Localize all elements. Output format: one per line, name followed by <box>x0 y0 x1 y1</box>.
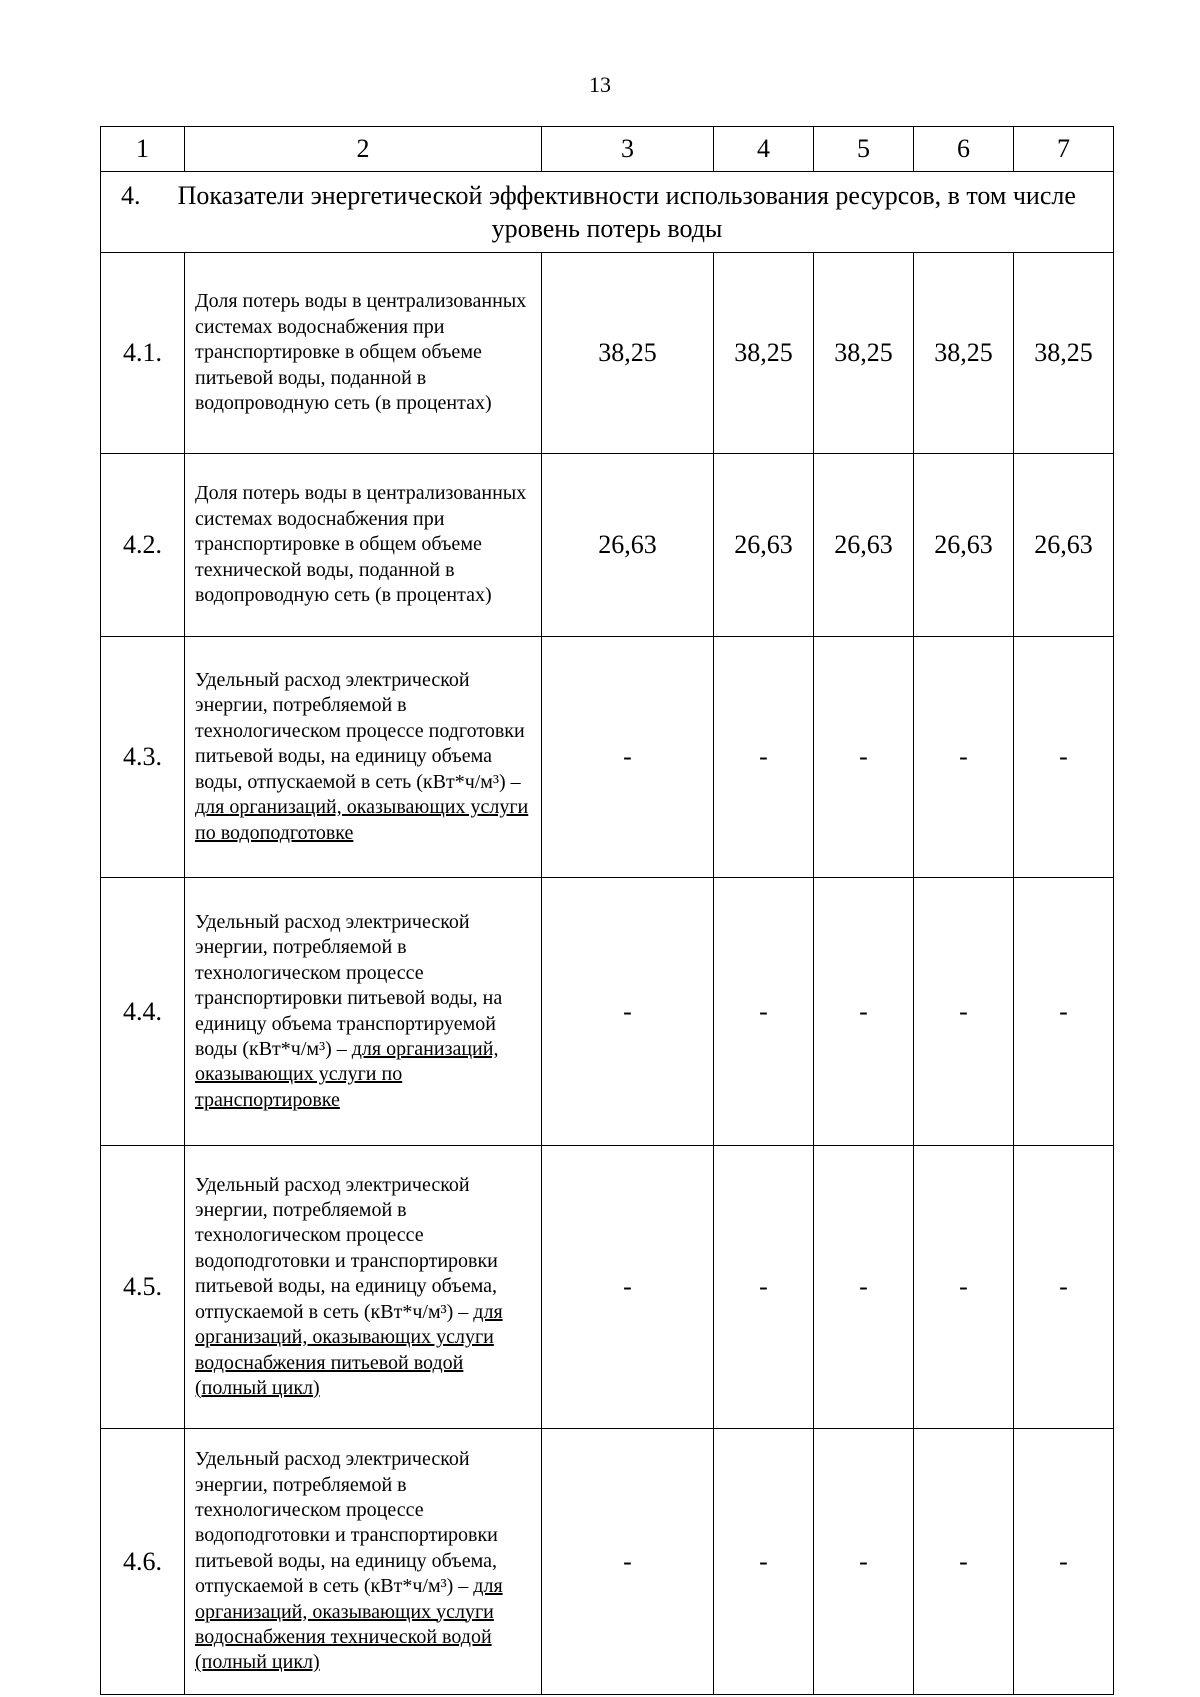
value-cell: - <box>914 1429 1014 1695</box>
row-description <box>185 878 542 1146</box>
column-number: 6 <box>914 127 1014 172</box>
section-number: 4. <box>121 181 141 210</box>
row-description <box>185 253 542 454</box>
value-cell: 38,25 <box>914 253 1014 454</box>
row-number: 4.4. <box>101 878 185 1146</box>
value-cell: 26,63 <box>1014 454 1114 637</box>
description-underlined: для организаций, оказывающих услуги по водоподготовке <box>195 796 529 844</box>
value-cell: - <box>1014 878 1114 1146</box>
description-text: Доля потерь воды в централизованных системах водоснабжения при транспортировке в общем объеме питьевой воды, поданной в водопроводную сеть (в процентах) <box>195 290 527 415</box>
description-underlined: для организаций, оказывающих услуги водоснабжения питьевой водой (полный цикл) <box>195 1300 503 1399</box>
value-cell: - <box>814 1429 914 1695</box>
value-cell: - <box>542 1146 714 1429</box>
row-number: 4.1. <box>101 253 185 454</box>
column-number-row <box>101 127 1114 172</box>
value-cell: 38,25 <box>542 253 714 454</box>
row-number: 4.3. <box>101 637 185 878</box>
value-cell: - <box>914 1146 1014 1429</box>
table-row <box>101 1429 1114 1695</box>
value-cell: 38,25 <box>1014 253 1114 454</box>
value-cell: - <box>914 637 1014 878</box>
value-cell: - <box>542 1429 714 1695</box>
row-description <box>185 1146 542 1429</box>
value-cell: - <box>542 878 714 1146</box>
value-cell: - <box>714 1429 814 1695</box>
value-cell: - <box>714 878 814 1146</box>
table-row <box>101 253 1114 454</box>
description-text: Удельный расход электрической энергии, потребляемой в технологическом процессе подготовки питьевой воды, на единицу объема воды, отпускаемой в сеть (кВт*ч/м³) – <box>195 669 525 793</box>
description-text: Удельный расход электрической энергии, потребляемой в технологическом процессе водоподготовки и транспортировки питьевой воды, на единицу объема, отпускаемой в сеть (кВт*ч/м³) – <box>195 1173 498 1323</box>
description-text: Доля потерь воды в централизованных системах водоснабжения при транспортировке в общем объеме технической воды, поданной в водопроводную сеть (в процентах) <box>195 482 527 607</box>
section-title: Показатели энергетической эффективности использования ресурсов, в том числе уровень потерь воды <box>177 181 1076 243</box>
page-number: 13 <box>589 72 611 97</box>
column-number: 4 <box>714 127 814 172</box>
column-number: 1 <box>101 127 185 172</box>
table-row <box>101 637 1114 878</box>
description-text: Удельный расход электрической энергии, потребляемой в технологическом процессе водоподготовки и транспортировки питьевой воды, на единицу объема, отпускаемой в сеть (кВт*ч/м³) – <box>195 1448 498 1598</box>
description-text: Удельный расход электрической энергии, потребляемой в технологическом процессе транспортировки питьевой воды, на единицу объема транспортируемой воды (кВт*ч/м³) – <box>195 910 503 1060</box>
description-underlined: для организаций, оказывающих услуги водоснабжения технической водой (полный цикл) <box>195 1575 503 1674</box>
column-number: 3 <box>542 127 714 172</box>
column-number: 5 <box>814 127 914 172</box>
row-description <box>185 1429 542 1695</box>
section-heading <box>101 172 1114 253</box>
table-row <box>101 454 1114 637</box>
value-cell: 26,63 <box>714 454 814 637</box>
value-cell: - <box>714 637 814 878</box>
value-cell: - <box>1014 1146 1114 1429</box>
value-cell: 26,63 <box>914 454 1014 637</box>
column-number: 2 <box>185 127 542 172</box>
row-description <box>185 454 542 637</box>
table-row <box>101 1146 1114 1429</box>
value-cell: 26,63 <box>542 454 714 637</box>
row-number: 4.5. <box>101 1146 185 1429</box>
row-number: 4.6. <box>101 1429 185 1695</box>
value-cell: - <box>814 637 914 878</box>
value-cell: - <box>914 878 1014 1146</box>
value-cell: 26,63 <box>814 454 914 637</box>
value-cell: - <box>814 878 914 1146</box>
row-number: 4.2. <box>101 454 185 637</box>
section-row <box>101 172 1114 253</box>
description-underlined: для организаций, оказывающих услуги по транспортировке <box>195 1037 499 1111</box>
value-cell: - <box>1014 637 1114 878</box>
value-cell: 38,25 <box>714 253 814 454</box>
value-cell: - <box>542 637 714 878</box>
value-cell: 38,25 <box>814 253 914 454</box>
value-cell: - <box>1014 1429 1114 1695</box>
indicators-table <box>100 126 1114 1695</box>
value-cell: - <box>714 1146 814 1429</box>
table-row <box>101 878 1114 1146</box>
column-number: 7 <box>1014 127 1114 172</box>
value-cell: - <box>814 1146 914 1429</box>
row-description <box>185 637 542 878</box>
